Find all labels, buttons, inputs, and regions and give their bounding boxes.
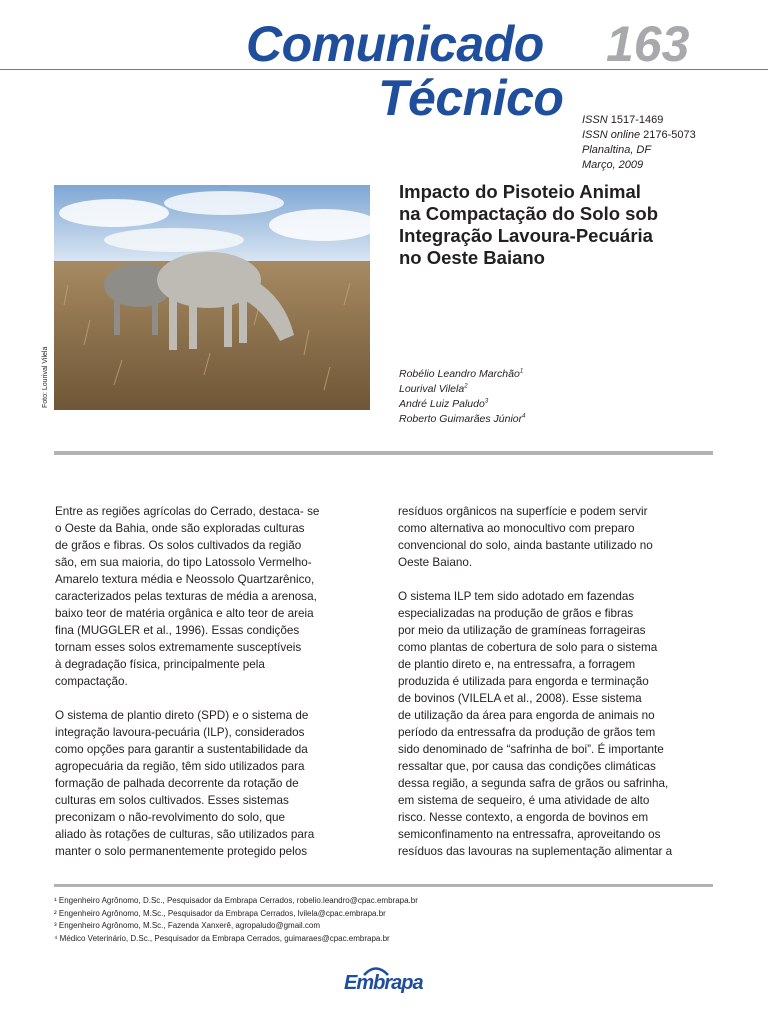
footnote: ⁴ Médico Veterinário, D.Sc., Pesquisador da Embrapa Cerrados, guimaraes@cpac.embrapa.br <box>54 933 390 943</box>
series-title-line1: Comunicado <box>246 16 544 72</box>
body-paragraph <box>55 707 355 860</box>
series-title-line2: Técnico <box>378 70 564 126</box>
text-line: formação de palhada decorrente da rotação de <box>55 777 299 790</box>
text-line: resíduos orgânicos na superfície e podem servir <box>398 505 648 518</box>
body-column-right <box>398 503 698 877</box>
author: Roberto Guimarães Júnior$^4$ <box>399 413 526 425</box>
text-line: semiconfinamento na entressafra, aproveitando os <box>398 828 661 841</box>
issn-online-line: ISSN online 2176-5073 <box>582 129 696 141</box>
text-line: tornam esses solos extremamente susceptíveis <box>55 641 302 654</box>
text-line: culturas em solos cultivados. Esses sistemas <box>55 794 289 807</box>
article-title-line: no Oeste Baiano <box>399 247 545 268</box>
text-line: aliado às rotações de culturas, são utilizados para <box>55 828 315 841</box>
author: André Luiz Paludo$^3$ <box>399 398 489 410</box>
logo-text: Embrapa <box>344 972 423 994</box>
embrapa-logo <box>344 970 424 996</box>
text-line: baixo teor de matéria orgânica e alto teor de areia <box>55 607 314 620</box>
text-line: agropecuária da região, têm sido utilizados para <box>55 760 305 773</box>
author: Robélio Leandro Marchão$^1$ <box>399 368 524 380</box>
footnote: ² Engenheiro Agrônomo, M.Sc., Pesquisador da Embrapa Cerrados, lvilela@cpac.embrapa.br <box>54 908 386 918</box>
author-list <box>399 367 525 427</box>
text-line: sido denominado de “safrinha de boi”. É importante <box>398 743 664 756</box>
text-line: Entre as regiões agrícolas do Cerrado, destaca- se <box>55 505 320 518</box>
footnote-divider <box>54 884 713 887</box>
article-title-line: Impacto do Pisoteio Animal <box>399 181 641 202</box>
text-line: de plantio direto e, na entressafra, a forragem <box>398 658 636 671</box>
body-paragraph <box>398 588 698 860</box>
text-line: como alternativa ao monocultivo com preparo <box>398 522 635 535</box>
text-line: preconizam o não-revolvimento do solo, que <box>55 811 285 824</box>
text-line: convencional do solo, ainda bastante utilizado no <box>398 539 653 552</box>
text-line: compactação. <box>55 675 128 688</box>
text-line: período da entressafra da produção de grãos tem <box>398 726 656 739</box>
footnotes <box>54 895 418 945</box>
body-column-left <box>55 503 355 877</box>
article-title <box>399 181 719 269</box>
text-line: integração lavoura-pecuária (ILP), considerados <box>55 726 305 739</box>
text-line: de grãos e fibras. Os solos cultivados da região <box>55 539 302 552</box>
cover-photo <box>54 185 370 410</box>
text-line: manter o solo permanentemente protegido pelos <box>55 845 308 858</box>
text-line: O sistema de plantio direto (SPD) e o sistema de <box>55 709 309 722</box>
place-line: Planaltina, DF <box>582 144 652 156</box>
text-line: fina (MUGGLER et al., 1996). Essas condições <box>55 624 300 637</box>
text-line: são, em sua maioria, do tipo Latossolo Vermelho- <box>55 556 312 569</box>
text-line: Amarelo textura média e Neossolo Quartzarênico, <box>55 573 315 586</box>
text-line: o Oeste da Bahia, onde são exploradas culturas <box>55 522 305 535</box>
text-line: caracterizados pelas texturas de média a arenosa, <box>55 590 317 603</box>
text-line: O sistema ILP tem sido adotado em fazendas <box>398 590 635 603</box>
text-line: ressaltar que, por causa das condições climáticas <box>398 760 656 773</box>
article-title-line: na Compactação do Solo sob <box>399 203 659 224</box>
text-line: de bovinos (VILELA et al., 2008). Esse sistema <box>398 692 642 705</box>
text-line: como plantas de cobertura de solo para o sistema <box>398 641 658 654</box>
text-line: Oeste Baiano. <box>398 556 473 569</box>
text-line: por meio da utilização de gramíneas forrageiras <box>398 624 646 637</box>
date-line: Março, 2009 <box>582 159 644 171</box>
footnote: ¹ Engenheiro Agrônomo, D.Sc., Pesquisador da Embrapa Cerrados, robelio.leandro@cpac.embrapa.br <box>54 896 418 905</box>
author: Lourival Vilela$^2$ <box>399 383 468 395</box>
publication-meta <box>582 113 696 173</box>
section-divider <box>54 451 713 455</box>
text-line: risco. Nesse contexto, a engorda de bovinos em <box>398 811 649 824</box>
text-line: de utilização da área para engorda de animais no <box>398 709 655 722</box>
text-line: resíduos das lavouras na suplementação alimentar a <box>398 845 673 858</box>
text-line: à degradação física, principalmente pela <box>55 658 265 671</box>
text-line: em sistema de sequeiro, é uma atividade de alto <box>398 794 650 807</box>
text-line: como opções para garantir a sustentabilidade da <box>55 743 308 756</box>
text-line: produzida é utilizada para engorda e terminação <box>398 675 649 688</box>
issn-line: ISSN 1517-1469 <box>582 114 664 126</box>
text-line: especializadas na produção de grãos e fibras <box>398 607 634 620</box>
body-paragraph <box>398 503 698 571</box>
issue-number: 163 <box>606 16 690 72</box>
footnote: ³ Engenheiro Agrônomo, M.Sc., Fazenda Xanxerê, agropaludo@gmail.com <box>54 921 321 930</box>
body-paragraph <box>55 503 355 690</box>
text-line: dessa região, a segunda safra de grãos ou safrinha, <box>398 777 669 790</box>
photo-credit: Foto: Lourival Vilela <box>42 346 49 408</box>
article-title-line: Integração Lavoura-Pecuária <box>399 225 653 246</box>
